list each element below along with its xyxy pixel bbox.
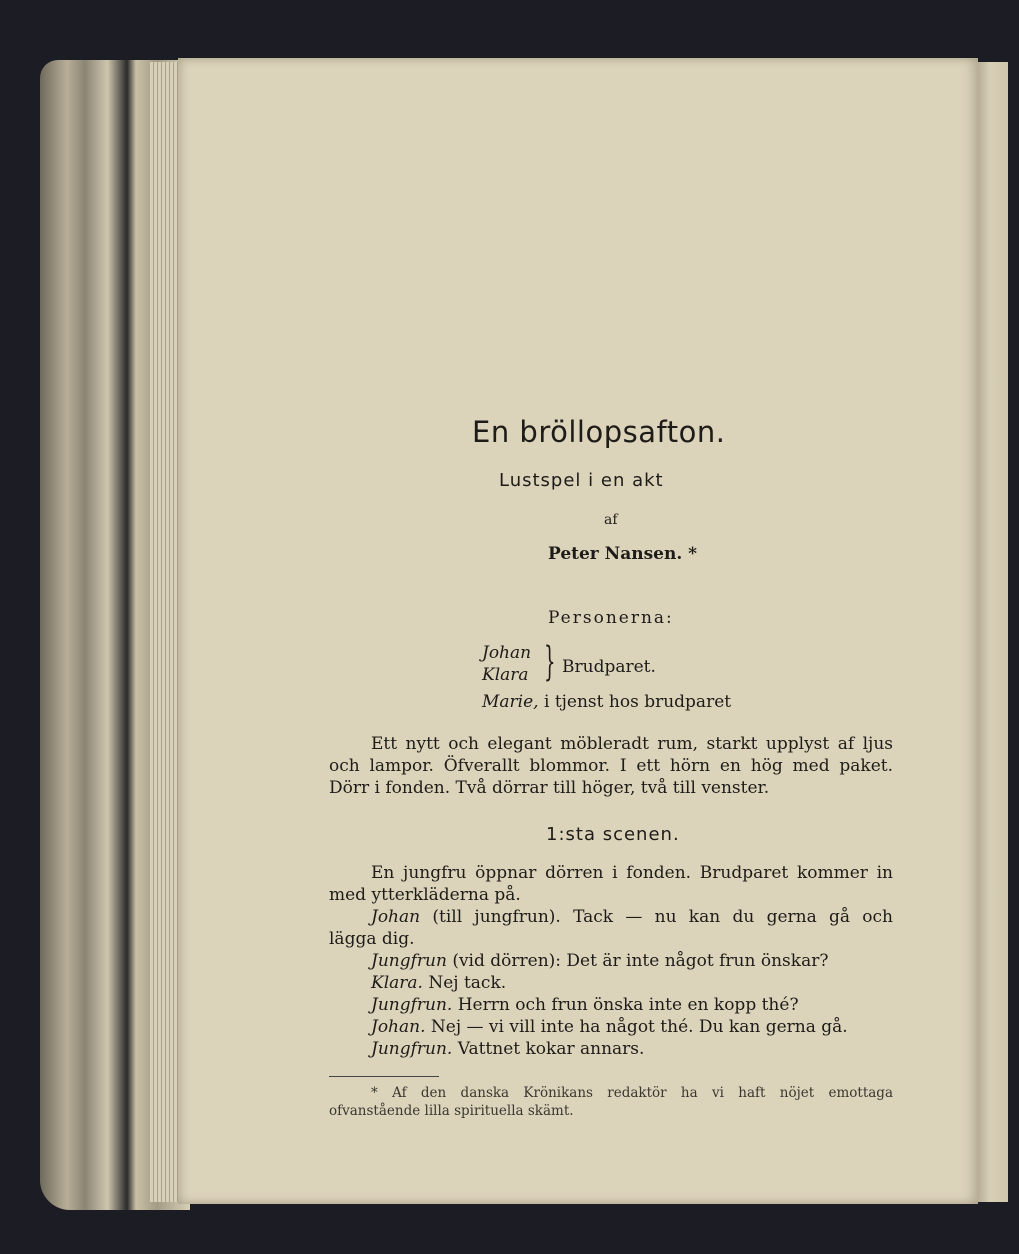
scene-heading: 1:sta scenen. [546, 824, 680, 845]
role-marie [482, 692, 731, 712]
dialog-text: med ytterkläderna på. [329, 885, 521, 905]
dialog-line [329, 994, 893, 1016]
speaker-name: Johan. [371, 1017, 426, 1037]
stage-line: Ett nytt och elegant möbleradt rum, starkt upplyst af ljus [371, 734, 893, 754]
author-name: Peter Nansen. * [548, 544, 698, 564]
footnote-line: ofvanstående lilla spirituella skämt. [329, 1103, 574, 1119]
role-marie-name: Marie, [482, 692, 539, 712]
role-klara: Klara [482, 665, 529, 685]
byline-af: af [604, 512, 618, 528]
dialog-text: Vattnet kokar annars. [452, 1039, 645, 1059]
dialog-text: (till jungfrun). Tack — nu kan du gerna gå och [420, 907, 893, 927]
role-marie-desc: i tjenst hos brudparet [543, 692, 732, 712]
play-title: En bröllopsafton. [472, 415, 726, 449]
cast-heading: Personerna: [548, 608, 674, 628]
role-johan: Johan [482, 643, 532, 663]
role-couple-label: Brudparet. [562, 657, 656, 677]
footnote [329, 1084, 893, 1120]
dialog-line [329, 862, 893, 884]
dialog-block [329, 862, 893, 1060]
dialog-line [329, 928, 893, 950]
stage-line: och lampor. Öfverallt blommor. I ett hörn en hög med paket. [329, 756, 893, 776]
play-subtitle: Lustspel i en akt [499, 470, 664, 491]
dialog-text: En jungfru öppnar dörren i fonden. Brudparet kommer in [371, 863, 893, 883]
dialog-line [329, 1038, 893, 1060]
brace-symbol: } [543, 639, 556, 685]
footnote-rule [329, 1076, 439, 1077]
stage-line: Dörr i fonden. Två dörrar till höger, två till venster. [329, 778, 770, 798]
speaker-name: Jungfrun. [371, 995, 453, 1015]
stage-direction [329, 733, 893, 799]
speaker-name: Johan [371, 907, 421, 927]
facing-page-edge [978, 62, 1008, 1202]
dialog-line [329, 1016, 893, 1038]
dialog-line [329, 906, 893, 928]
dialog-line [329, 950, 893, 972]
dialog-text: (vid dörren): Det är inte något frun önskar? [446, 951, 829, 971]
dialog-line [329, 884, 893, 906]
speaker-name: Jungfrun. [371, 1039, 453, 1059]
speaker-name: Klara. [371, 973, 423, 993]
dialog-line [329, 972, 893, 994]
dialog-text: Nej tack. [422, 973, 507, 993]
dialog-text: lägga dig. [329, 929, 415, 949]
dialog-text: Herrn och frun önska inte en kopp thé? [452, 995, 799, 1015]
dialog-text: Nej — vi vill inte ha något thé. Du kan gerna gå. [425, 1017, 848, 1037]
footnote-line: * Af den danska Krönikans redaktör ha vi haft nöjet emottaga [371, 1085, 893, 1101]
speaker-name: Jungfrun [371, 951, 447, 971]
